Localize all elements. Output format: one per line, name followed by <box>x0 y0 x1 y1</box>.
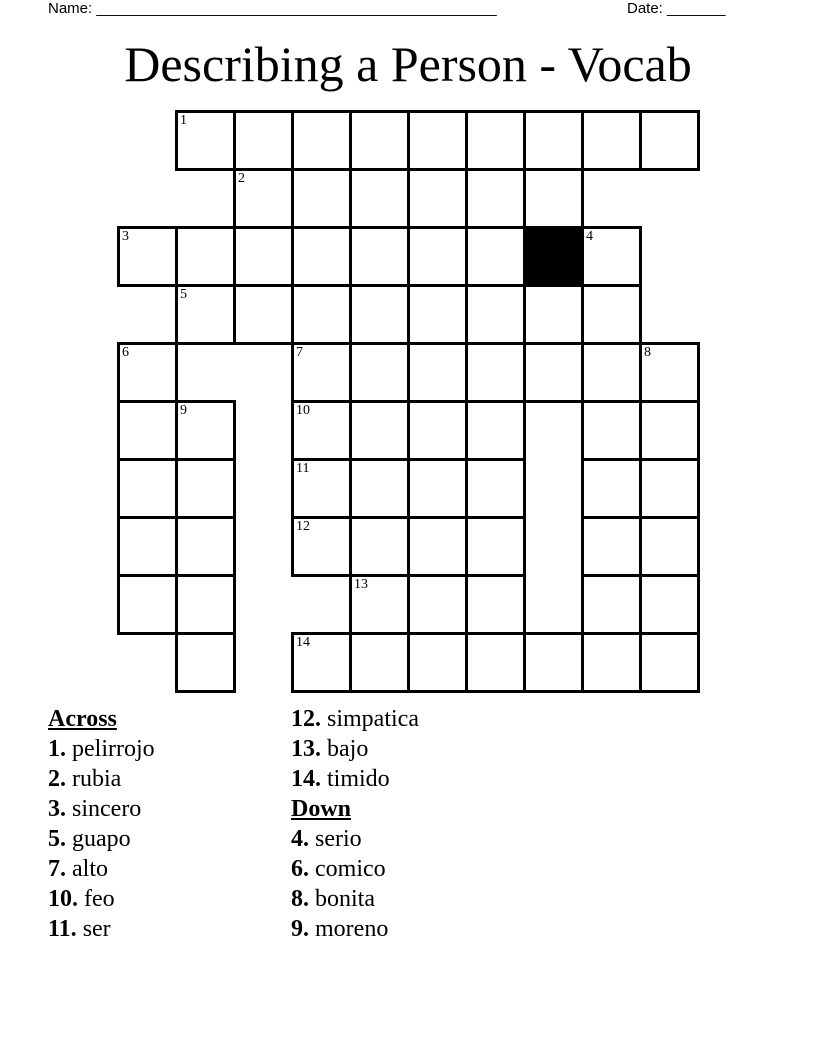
clue-number: 13. <box>291 736 321 762</box>
grid-cell[interactable] <box>465 342 526 403</box>
grid-cell[interactable] <box>175 574 236 635</box>
clue-text: sincero <box>72 796 142 822</box>
grid-cell[interactable] <box>407 632 468 693</box>
clue-item <box>48 854 155 884</box>
grid-cell[interactable] <box>581 458 642 519</box>
clue-number: 1. <box>48 736 66 762</box>
clue-item <box>291 824 419 854</box>
grid-cell[interactable] <box>523 284 584 345</box>
clues-column-right <box>291 704 419 944</box>
grid-cell[interactable] <box>291 516 352 577</box>
grid-cell[interactable] <box>175 632 236 693</box>
grid-cell[interactable] <box>581 284 642 345</box>
black-cell <box>523 226 584 287</box>
clue-text: simpatica <box>327 706 419 732</box>
cell-number: 12 <box>296 519 310 534</box>
clue-number: 10. <box>48 886 78 912</box>
clue-item <box>48 884 155 914</box>
cell-number: 13 <box>354 577 368 592</box>
clue-item <box>291 764 419 794</box>
down-heading: Down <box>291 796 352 822</box>
grid-cell[interactable] <box>175 516 236 577</box>
clue-number: 7. <box>48 856 66 882</box>
grid-cell[interactable] <box>407 574 468 635</box>
clue-text: serio <box>315 826 362 852</box>
cell-number: 6 <box>122 345 129 360</box>
clue-item <box>48 824 155 854</box>
cell-number: 10 <box>296 403 310 418</box>
clue-text: pelirrojo <box>72 736 155 762</box>
clue-text: timido <box>327 766 390 792</box>
cell-number: 9 <box>180 403 187 418</box>
clue-item <box>48 734 155 764</box>
grid-cell[interactable] <box>465 168 526 229</box>
clue-text: bajo <box>327 736 369 762</box>
grid-cell[interactable] <box>581 226 642 287</box>
grid-cell[interactable] <box>349 458 410 519</box>
grid-cell[interactable] <box>291 342 352 403</box>
date-line: Date: _______ <box>627 0 726 17</box>
clue-text: ser <box>82 916 111 942</box>
grid-cell[interactable] <box>117 458 178 519</box>
clue-item <box>291 854 419 884</box>
clue-text: moreno <box>315 916 389 942</box>
grid-cell[interactable] <box>117 574 178 635</box>
grid-cell[interactable] <box>523 632 584 693</box>
grid-cell[interactable] <box>175 226 236 287</box>
grid-cell[interactable] <box>117 400 178 461</box>
grid-cell[interactable] <box>465 110 526 171</box>
clue-number: 12. <box>291 706 321 732</box>
grid-cell[interactable] <box>291 632 352 693</box>
cell-number: 7 <box>296 345 303 360</box>
clue-item <box>48 764 155 794</box>
clue-item <box>291 734 419 764</box>
grid-cell[interactable] <box>581 400 642 461</box>
clue-number: 6. <box>291 856 309 882</box>
cell-number: 4 <box>586 229 593 244</box>
grid-cell[interactable] <box>291 110 352 171</box>
grid-cell[interactable] <box>291 458 352 519</box>
grid-cell[interactable] <box>407 458 468 519</box>
grid-cell[interactable] <box>175 458 236 519</box>
clue-text: rubia <box>72 766 122 792</box>
grid-cell[interactable] <box>175 110 236 171</box>
grid-cell[interactable] <box>233 168 294 229</box>
grid-cell[interactable] <box>407 342 468 403</box>
grid-cell[interactable] <box>465 632 526 693</box>
grid-cell[interactable] <box>175 400 236 461</box>
clue-item <box>48 794 155 824</box>
grid-cell[interactable] <box>639 458 700 519</box>
clue-text: guapo <box>72 826 131 852</box>
clue-number: 4. <box>291 826 309 852</box>
grid-cell[interactable] <box>291 400 352 461</box>
grid-cell[interactable] <box>117 516 178 577</box>
grid-cell[interactable] <box>465 516 526 577</box>
grid-cell[interactable] <box>581 516 642 577</box>
grid-cell[interactable] <box>465 574 526 635</box>
clues-column-left <box>48 704 155 944</box>
grid-cell[interactable] <box>639 342 700 403</box>
grid-cell[interactable] <box>407 400 468 461</box>
cell-number: 11 <box>296 461 310 476</box>
grid-cell[interactable] <box>349 400 410 461</box>
clue-item <box>48 914 155 944</box>
grid-cell[interactable] <box>117 226 178 287</box>
grid-cell[interactable] <box>117 342 178 403</box>
cell-number: 3 <box>122 229 129 244</box>
grid-cell[interactable] <box>349 284 410 345</box>
grid-cell[interactable] <box>407 168 468 229</box>
grid-cell[interactable] <box>349 516 410 577</box>
grid-cell[interactable] <box>639 574 700 635</box>
grid-cell[interactable] <box>291 226 352 287</box>
clue-number: 8. <box>291 886 309 912</box>
clue-number: 11. <box>48 916 77 942</box>
grid-cell[interactable] <box>523 342 584 403</box>
grid-cell[interactable] <box>407 226 468 287</box>
grid-cell[interactable] <box>581 632 642 693</box>
grid-cell[interactable] <box>639 110 700 171</box>
clue-text: feo <box>84 886 115 912</box>
grid-cell[interactable] <box>233 226 294 287</box>
grid-cell[interactable] <box>465 458 526 519</box>
cell-number: 14 <box>296 635 310 650</box>
clue-item <box>291 884 419 914</box>
grid-cell[interactable] <box>581 110 642 171</box>
grid-cell[interactable] <box>233 110 294 171</box>
clue-text: alto <box>72 856 108 882</box>
page-title: Describing a Person - Vocab <box>124 36 692 92</box>
grid-cell[interactable] <box>349 110 410 171</box>
clue-item <box>291 914 419 944</box>
grid-cell[interactable] <box>465 284 526 345</box>
grid-cell[interactable] <box>175 284 236 345</box>
cell-number: 1 <box>180 113 187 128</box>
grid-cell[interactable] <box>349 168 410 229</box>
grid-cell[interactable] <box>523 168 584 229</box>
across-heading: Across <box>48 706 117 732</box>
cell-number: 2 <box>238 171 245 186</box>
grid-cell[interactable] <box>407 516 468 577</box>
grid-cell[interactable] <box>639 516 700 577</box>
grid-cell[interactable] <box>349 342 410 403</box>
clue-number: 2. <box>48 766 66 792</box>
grid-cell[interactable] <box>291 284 352 345</box>
grid-cell[interactable] <box>523 110 584 171</box>
grid-cell[interactable] <box>233 284 294 345</box>
grid-cell[interactable] <box>291 168 352 229</box>
grid-cell[interactable] <box>639 632 700 693</box>
clue-text: bonita <box>315 886 375 912</box>
clue-number: 5. <box>48 826 66 852</box>
clue-item <box>291 704 419 734</box>
clue-number: 3. <box>48 796 66 822</box>
grid-cell[interactable] <box>349 226 410 287</box>
grid-cell[interactable] <box>407 284 468 345</box>
grid-cell[interactable] <box>639 400 700 461</box>
clue-number: 9. <box>291 916 309 942</box>
cell-number: 8 <box>644 345 651 360</box>
clue-text: comico <box>315 856 386 882</box>
cell-number: 5 <box>180 287 187 302</box>
grid-cell[interactable] <box>407 110 468 171</box>
grid-cell[interactable] <box>465 400 526 461</box>
name-line: Name: ________________________________________________ <box>48 0 497 17</box>
grid-cell[interactable] <box>581 574 642 635</box>
grid-cell[interactable] <box>349 574 410 635</box>
grid-cell[interactable] <box>465 226 526 287</box>
grid-cell[interactable] <box>581 342 642 403</box>
clue-number: 14. <box>291 766 321 792</box>
grid-cell[interactable] <box>349 632 410 693</box>
